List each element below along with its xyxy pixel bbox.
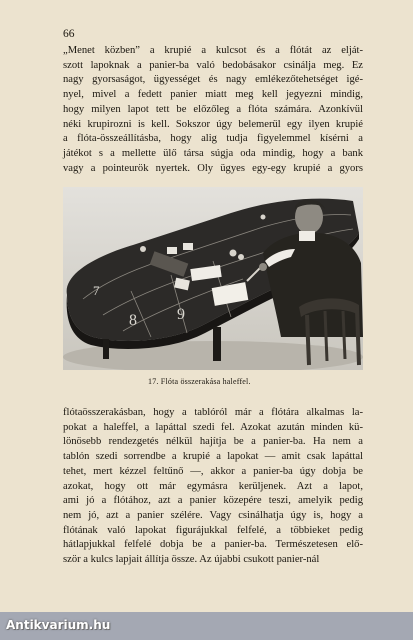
- text-line: nyel, mivel a fedett panier miatt meg kell jegyezni mindig,: [63, 89, 363, 101]
- chip: [140, 246, 146, 252]
- figure-caption: 17. Flóta összerakása haleffel.: [148, 377, 251, 386]
- text-line: a flóta-összeállításba, hogy alig tudja figyelemmel kísérni a: [63, 133, 363, 145]
- text-line: tehet, mert kézzel feltűnő —, akkor a panier-ba úgy dobja be: [63, 465, 363, 477]
- text-line: lönösebb rendezgetés nélkül hajítja be a panier-ba. Ha nem a: [63, 436, 363, 448]
- paragraph-1: [63, 44, 363, 176]
- text-line: azokat, hogy ott már egymásra kerüljenek. Azt a lapot,: [63, 480, 363, 492]
- text-line: hogy milyen lapot tett be előzőleg a flóta számára. Azonkívül: [63, 103, 363, 115]
- text-line: hátlapjukkal felfelé dobja be a panier-ba. Természetesen elő-: [63, 539, 363, 551]
- paragraph-2: [63, 406, 363, 568]
- text-line: játékot s a mellette ülő társa súgja oda mindig, hogy a bank: [63, 147, 363, 159]
- chip: [238, 254, 244, 260]
- text-line: nagy gyorsaságot, ügyességet és nagy emlékezőtehetséget igé-: [63, 74, 363, 86]
- text-line: tablón szedi sorrendbe a krupié a lapokat — amit csak lapáttal: [63, 451, 363, 463]
- text-line: flótaösszerakásban, hogy a tablóról már a flótára alkalmas la-: [63, 407, 363, 418]
- text-line: pokat a haleffel, a lapáttal szedi fel. Azokat azután minden kü-: [63, 421, 363, 433]
- table-number-8: 8: [129, 312, 137, 329]
- photo-illustration: [63, 187, 363, 370]
- text-line: ami jó a flótához, azt a panier közepére teszi, amelyik pedig: [63, 495, 363, 507]
- chip: [261, 215, 266, 220]
- text-line: néki krupirozni is kell. Sokszor úgy belemerül egy ilyen krupié: [63, 118, 363, 130]
- text-line: vagy a pointeurök nyertek. Oly ügyes egy-egy krupié a gyors: [63, 162, 363, 174]
- text-line: ször a kulcs lapjait állítja össze. Az újabbi csukott panier-nál: [63, 554, 320, 566]
- text-line: szott lapoknak a panier-ba való bedobásakor csinálja meg. Ez: [63, 59, 363, 71]
- text-line: „Menet közben” a krupié a kulcsot és a flótát az elját-: [63, 45, 363, 56]
- table-number-7: 7: [93, 283, 100, 298]
- text-line: nem jó, azt a panier szélére. Vagy csinálhatja úgy is, hogy a: [63, 509, 363, 521]
- chip: [230, 250, 237, 257]
- figure-photo-baccarat-table: [63, 187, 363, 370]
- text-line: flótának való lapokat figurájukkal felfelé, a többieket pedig: [63, 524, 363, 536]
- table-number-9: 9: [177, 306, 185, 323]
- watermark: Antikvarium.hu: [6, 618, 111, 632]
- croupier-figure: [263, 233, 363, 337]
- page-number: 66: [63, 28, 75, 40]
